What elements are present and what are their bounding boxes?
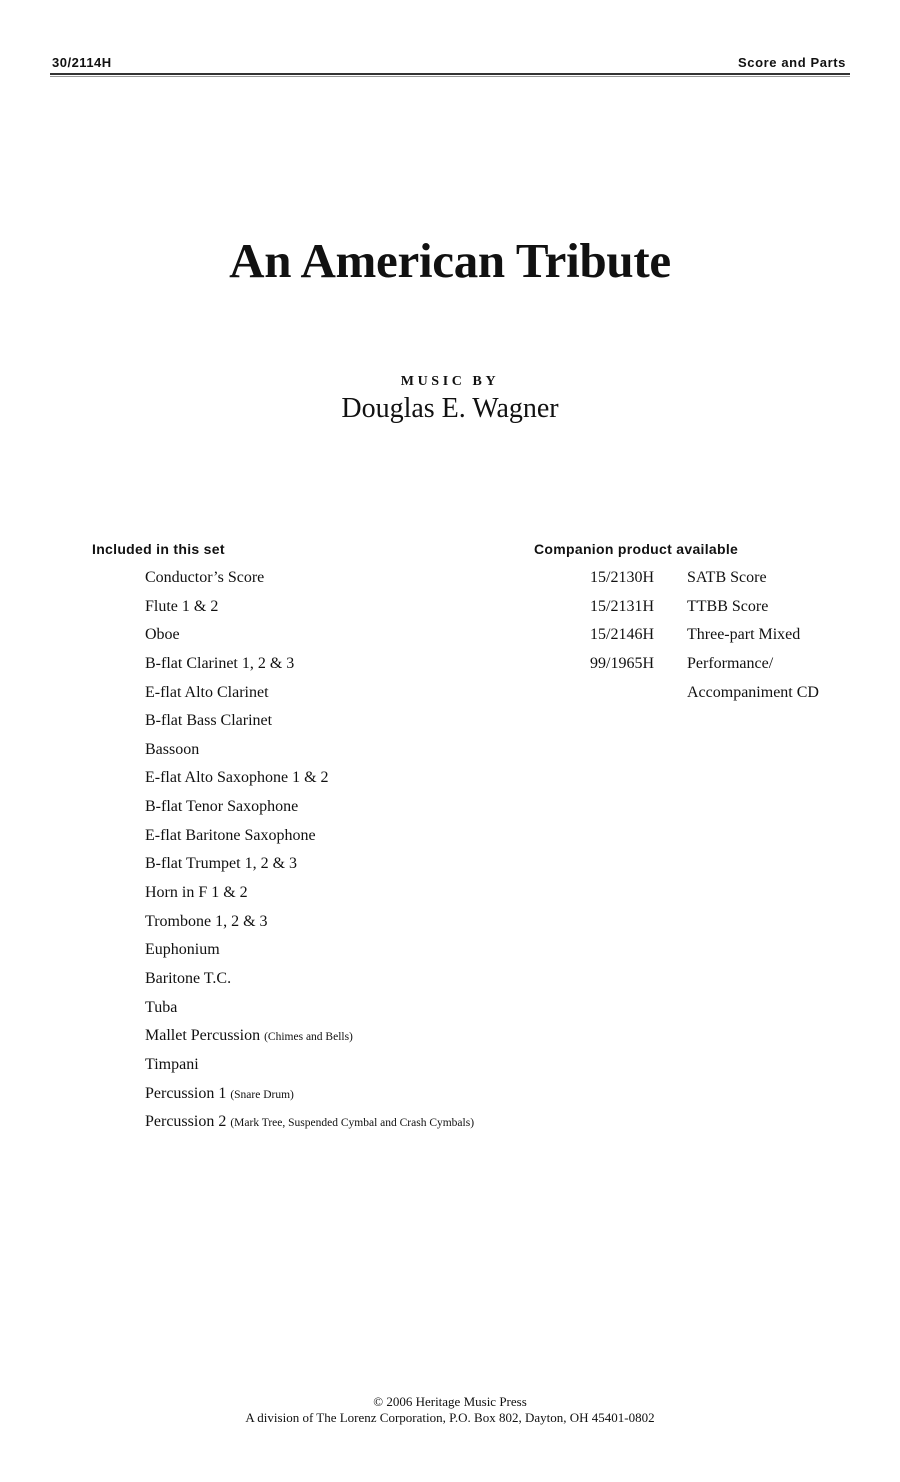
list-item	[145, 1051, 474, 1080]
instrument-list	[145, 564, 474, 1137]
instrument-name: Euphonium	[145, 941, 220, 959]
instrument-name: Trombone 1, 2 & 3	[145, 912, 268, 930]
companion-table	[560, 564, 850, 707]
product-description: Accompaniment CD	[687, 683, 819, 701]
header-rule	[50, 73, 850, 75]
page-title: An American Tribute	[229, 233, 671, 288]
instrument-name: Horn in F 1 & 2	[145, 884, 248, 902]
list-item	[145, 1080, 474, 1109]
list-item	[145, 994, 474, 1023]
instrument-name: E-flat Alto Clarinet	[145, 683, 269, 701]
product-description: Three-part Mixed	[687, 626, 801, 644]
instrument-name: Timpani	[145, 1055, 199, 1073]
copyright-line: © 2006 Heritage Music Press	[373, 1394, 527, 1409]
table-row	[560, 593, 850, 622]
instrument-name: Conductor’s Score	[145, 569, 265, 586]
list-item	[145, 593, 474, 622]
instrument-name: Oboe	[145, 626, 180, 644]
list-item	[145, 822, 474, 851]
table-row	[560, 650, 850, 679]
list-item	[145, 936, 474, 965]
list-item	[145, 1022, 474, 1051]
catalog-number: 30/2114H	[52, 55, 112, 70]
instrument-name: Flute 1 & 2	[145, 597, 219, 615]
list-item	[145, 908, 474, 937]
instrument-name: Tuba	[145, 998, 178, 1016]
product-description: TTBB Score	[687, 597, 769, 615]
list-item	[145, 650, 474, 679]
instrument-note: (Chimes and Bells)	[264, 1031, 353, 1044]
table-row	[560, 679, 850, 708]
instrument-name: B-flat Clarinet 1, 2 & 3	[145, 654, 295, 672]
list-item	[145, 879, 474, 908]
product-code: 15/2131H	[590, 597, 654, 615]
instrument-name: Percussion 1	[145, 1084, 227, 1102]
list-item	[145, 850, 474, 879]
list-item	[145, 621, 474, 650]
edition-type: Score and Parts	[738, 55, 846, 70]
instrument-note: (Mark Tree, Suspended Cymbal and Crash Cymbals)	[230, 1117, 475, 1130]
table-row	[560, 564, 850, 593]
instrument-name: B-flat Bass Clarinet	[145, 712, 273, 730]
list-item	[145, 736, 474, 765]
credit-label: MUSIC BY	[400, 374, 500, 389]
product-description: Performance/	[687, 654, 774, 672]
product-code: 15/2146H	[590, 626, 654, 644]
companion-heading: Companion product available	[534, 541, 739, 557]
product-code: 15/2130H	[590, 569, 654, 586]
instrument-name: Bassoon	[145, 740, 200, 758]
instrument-note: (Snare Drum)	[230, 1088, 294, 1101]
list-item	[145, 679, 474, 708]
product-description: SATB Score	[687, 569, 767, 586]
list-item	[145, 965, 474, 994]
table-row	[560, 621, 850, 650]
instrument-name: B-flat Trumpet 1, 2 & 3	[145, 855, 298, 873]
instrument-name: E-flat Baritone Saxophone	[145, 826, 316, 844]
product-code: 99/1965H	[590, 654, 654, 672]
instrument-name: Baritone T.C.	[145, 969, 232, 987]
list-item	[145, 707, 474, 736]
included-heading: Included in this set	[92, 541, 225, 557]
list-item	[145, 1108, 474, 1137]
instrument-name: E-flat Alto Saxophone 1 & 2	[145, 769, 329, 787]
list-item	[145, 764, 474, 793]
publisher-address: A division of The Lorenz Corporation, P.O. Box 802, Dayton, OH 45401-0802	[245, 1410, 655, 1425]
list-item	[145, 793, 474, 822]
instrument-name: Mallet Percussion	[145, 1027, 261, 1045]
list-item	[145, 564, 474, 593]
composer-name: Douglas E. Wagner	[341, 393, 559, 424]
publisher-footer	[0, 1394, 900, 1426]
header-rule-thin	[50, 76, 850, 77]
instrument-name: B-flat Tenor Saxophone	[145, 798, 299, 816]
instrument-name: Percussion 2	[145, 1113, 227, 1131]
